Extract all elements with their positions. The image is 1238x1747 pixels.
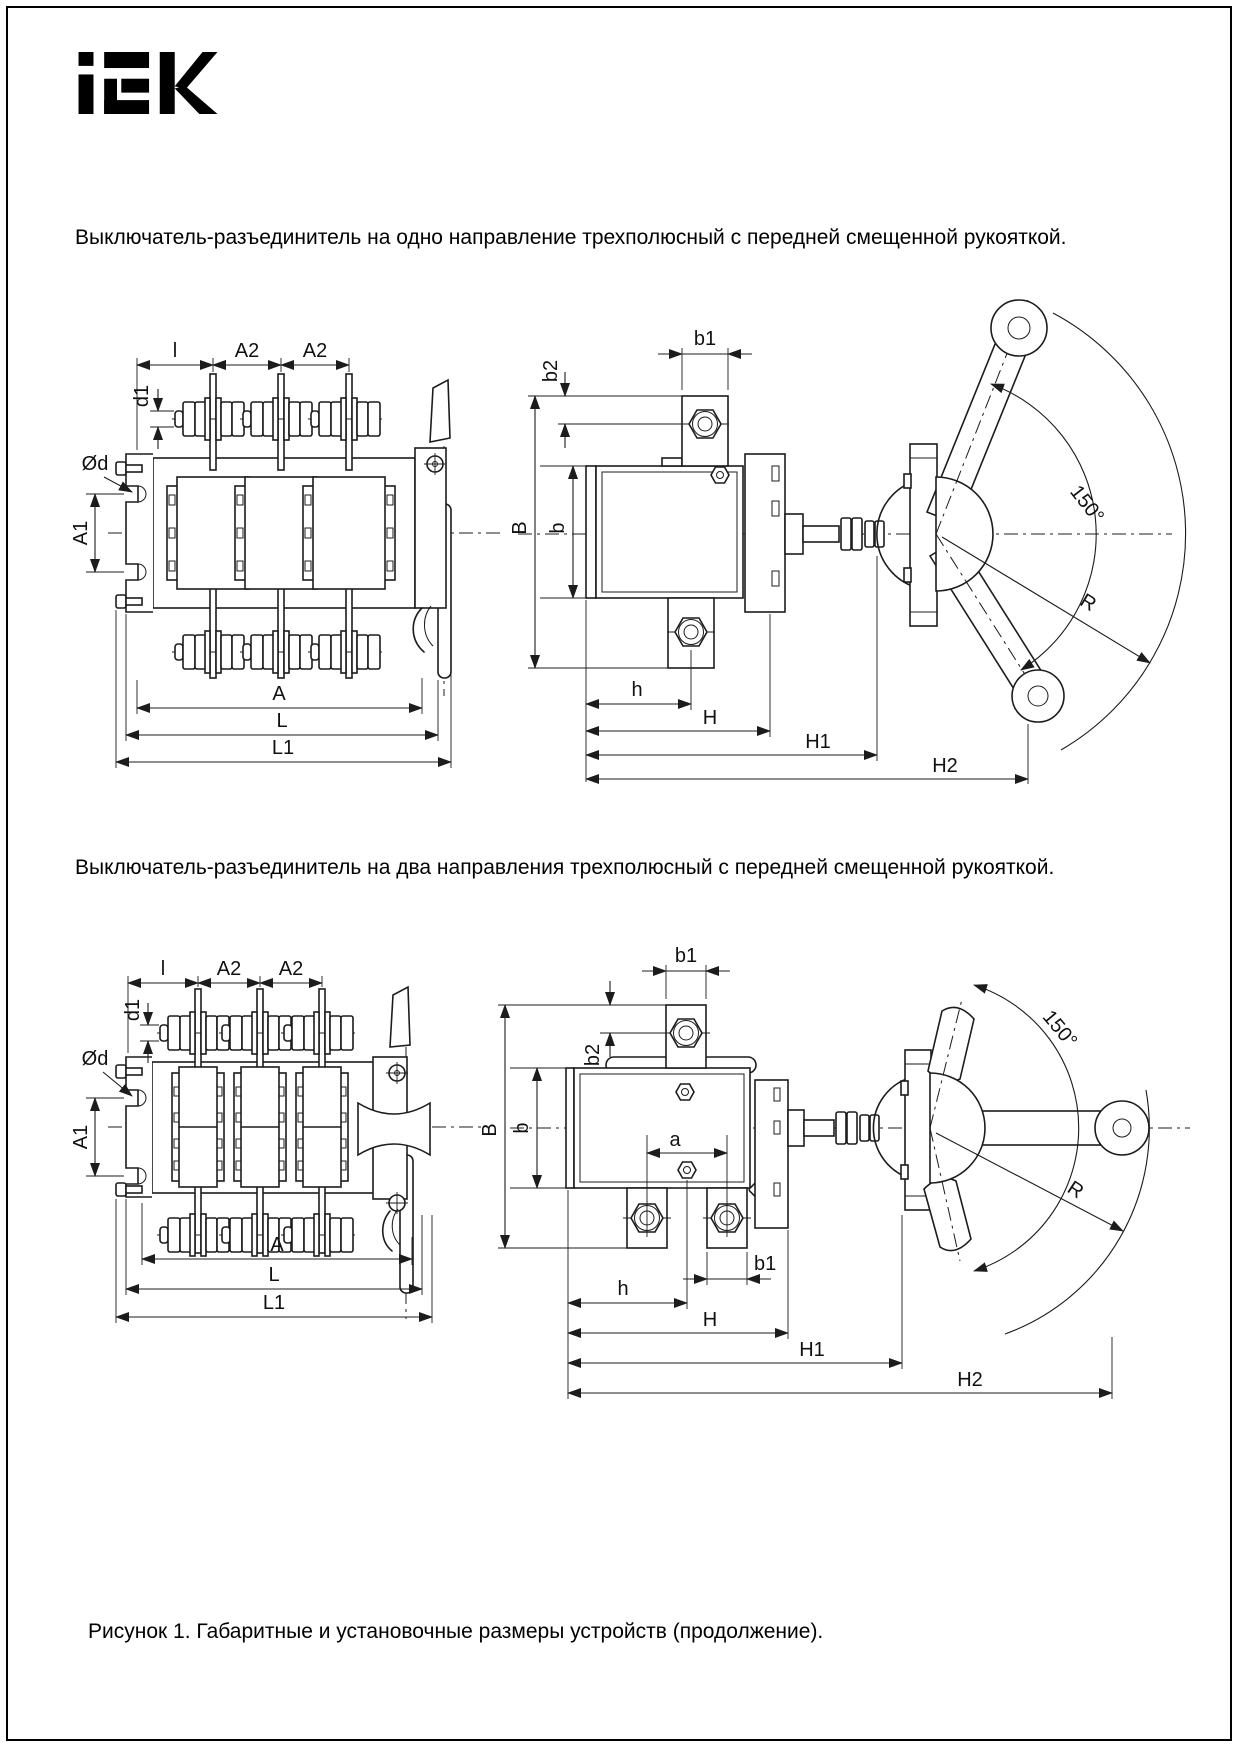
handle-stub-lower — [924, 1178, 971, 1250]
dim-label-H2: H2 — [932, 755, 958, 777]
dim-label-a1: A1 — [70, 1124, 92, 1150]
dim-label-L1: L1 — [271, 737, 295, 759]
dim-label-b: b — [511, 1122, 533, 1134]
dim-label-H: H — [702, 1309, 718, 1331]
dim-label-l: l — [172, 340, 178, 362]
dim-label-angle-150: 150° — [1037, 1006, 1082, 1053]
figure1-front-view — [70, 340, 502, 768]
dim-label-radius-R: R — [1063, 1176, 1088, 1204]
dim-label-radius-R: R — [1076, 589, 1100, 617]
dim-label-a1: A1 — [70, 520, 92, 546]
dim-label-angle-150: 150° — [1065, 481, 1109, 528]
dim-label-b1-top: b1 — [674, 945, 698, 967]
figure1-side-view — [509, 300, 1186, 784]
dim-label-a2-left: A2 — [216, 958, 242, 980]
dim-label-a2-right: A2 — [302, 340, 328, 362]
drawing-two-directions — [70, 885, 1200, 1410]
dim-label-b1: b1 — [693, 328, 717, 350]
handle-hub — [936, 477, 993, 591]
figure1-title: Выключатель-разъединитель на одно направление трехполюсный с передней смещенной рукояткой. — [75, 226, 1067, 249]
dim-label-a: A — [270, 1234, 284, 1256]
dim-label-L: L — [276, 710, 288, 732]
dim-label-L1: L1 — [262, 1292, 286, 1314]
handle-knob — [1095, 1101, 1149, 1155]
dim-label-b2: b2 — [540, 359, 562, 383]
dim-label-b2: b2 — [582, 1043, 604, 1067]
dim-label-b: b — [547, 522, 569, 534]
dim-label-H1: H1 — [805, 731, 831, 753]
figure1-front-linkage — [413, 380, 451, 696]
handle-knob-upper — [991, 300, 1047, 356]
dim-label-H1: H1 — [799, 1339, 825, 1361]
dim-label-b1-bottom: b1 — [754, 1253, 777, 1275]
figure2-side-view — [479, 945, 1190, 1399]
dim-label-l: l — [160, 958, 166, 980]
drawing-one-direction — [70, 268, 1200, 788]
dim-label-h: h — [617, 1278, 629, 1300]
dim-label-od: Ød — [81, 453, 109, 475]
handle-lever — [970, 1111, 1100, 1145]
iek-logo-text — [0, 0, 1, 1]
dim-label-a: A — [272, 683, 286, 705]
iek-logo — [78, 52, 218, 114]
dim-label-B: B — [509, 521, 531, 535]
dim-label-H2: H2 — [957, 1369, 983, 1391]
figure-caption: Рисунок 1. Габаритные и установочные размеры устройств (продолжение). — [88, 1620, 824, 1643]
figure2-front-view — [70, 958, 490, 1323]
dim-label-d1: d1 — [122, 998, 144, 1022]
handle-knob-lower — [1012, 670, 1064, 722]
dim-label-od: Ød — [81, 1048, 109, 1070]
dim-label-B: B — [479, 1123, 501, 1137]
dim-label-h: h — [631, 679, 643, 701]
dim-label-d1: d1 — [131, 384, 153, 408]
dim-label-L: L — [268, 1264, 280, 1286]
dim-label-a2-left: A2 — [234, 340, 260, 362]
dim-label-a2-right: A2 — [278, 958, 304, 980]
figure2-title: Выключатель-разъединитель на два направления трехполюсный с передней смещенной рукояткой. — [75, 856, 1055, 879]
dim-label-a-inner: a — [669, 1129, 681, 1151]
dim-label-H: H — [702, 707, 718, 729]
